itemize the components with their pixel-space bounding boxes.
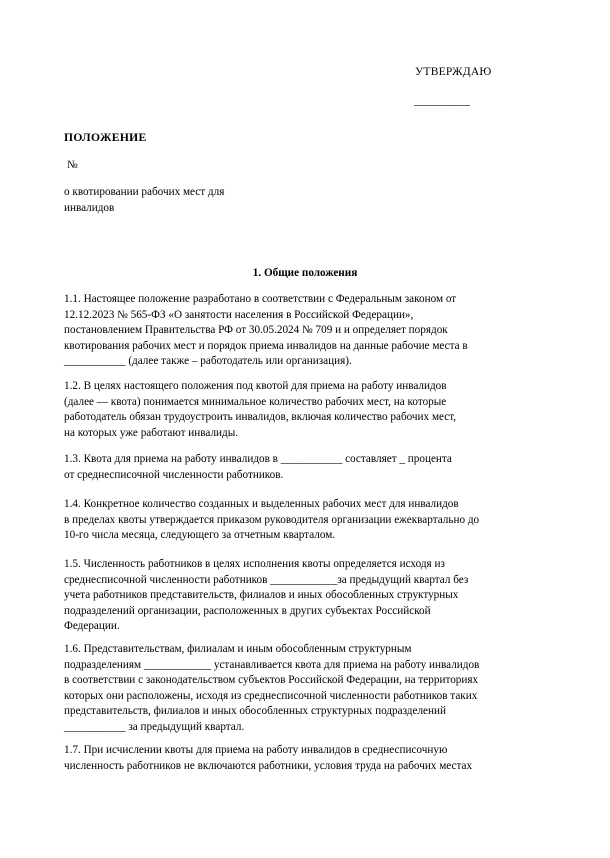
paragraph-line: в соответствии с законодательством субъектов Российской Федерации, на территориях [64, 674, 479, 687]
paragraph-1-7 [64, 743, 554, 774]
document-subject [64, 185, 284, 216]
paragraph-line: постановлением Правительства РФ от 30.05.2024 № 709 и и определяет порядок [64, 324, 448, 337]
paragraph-line: учета работников представительств, филиалов и иных обособленных структурных [64, 589, 459, 602]
approve-signature-line: __________ [414, 95, 470, 107]
paragraph-line: 1.5. Численность работников в целях исполнения квоты определяется исходя из [64, 558, 445, 570]
paragraph-1-1 [64, 292, 554, 370]
document-number-label: № [67, 159, 78, 171]
paragraph-line: 10-го числа месяца, следующего за отчетным кварталом. [64, 529, 336, 542]
paragraph-line: среднесписочной численности работников ____________за предыдущий квартал без [64, 573, 469, 586]
paragraph-line: 1.6. Представительствам, филиалам и иным обособленным структурным [64, 643, 412, 655]
paragraph-1-2 [64, 379, 554, 441]
paragraph-line: ___________ за предыдущий квартал. [64, 720, 245, 733]
paragraph-1-6 [64, 642, 554, 736]
paragraph-line: подразделениям ____________ устанавливается квота для приема на работу инвалидов [64, 658, 480, 671]
subject-line: инвалидов [64, 201, 115, 214]
paragraph-1-3 [64, 452, 554, 483]
subject-line: о квотировании рабочих мест для [64, 186, 225, 198]
paragraph-line: 1.3. Квота для приема на работу инвалидов в ___________ составляет _ процента [64, 453, 452, 465]
paragraph-line: работодатель обязан трудоустроить инвалидов, включая количество рабочих мест, [64, 411, 457, 424]
paragraph-line: подразделений организации, расположенных в других субъектах Российской [64, 604, 431, 617]
paragraph-line: в пределах квоты утверждается приказом руководителя организации ежеквартально до [64, 513, 480, 526]
paragraph-line: представительств, филиалов и иных обособленных структурных подразделений [64, 705, 446, 718]
paragraph-line: 12.12.2023 № 565-ФЗ «О занятости населения в Российской Федерации», [64, 308, 414, 321]
paragraph-line: квотирования рабочих мест и порядок приема инвалидов на данные рабочие места в [64, 339, 468, 352]
paragraph-line: 1.2. В целях настоящего положения под квотой для приема на работу инвалидов [64, 380, 447, 392]
paragraph-line: ___________ (далее также – работодатель или организация). [64, 355, 352, 368]
section-heading: 1. Общие положения [252, 267, 358, 279]
paragraph-line: на которых уже работают инвалиды. [64, 426, 239, 439]
paragraph-line: 1.1. Настоящее положение разработано в соответствии с Федеральным законом от [64, 293, 457, 305]
approve-label: УТВЕРЖДАЮ [415, 65, 492, 78]
document-title: ПОЛОЖЕНИЕ [64, 131, 147, 144]
paragraph-line: численность работников не включаются работники, условия труда на рабочих местах [64, 759, 473, 772]
paragraph-line: 1.4. Конкретное количество созданных и выделенных рабочих мест для инвалидов [64, 498, 459, 510]
paragraph-1-5 [64, 557, 554, 635]
paragraph-line: которых они расположены, исходя из среднесписочной численности работников таких [64, 689, 478, 702]
paragraph-line: 1.7. При исчислении квоты для приема на работу инвалидов в среднесписочную [64, 744, 448, 756]
paragraph-1-4 [64, 497, 554, 544]
paragraph-line: Федерации. [64, 620, 120, 633]
paragraph-line: от среднесписочной численности работников. [64, 468, 284, 481]
paragraph-line: (далее — квота) понимается минимальное количество рабочих мест, на которые [64, 395, 447, 408]
